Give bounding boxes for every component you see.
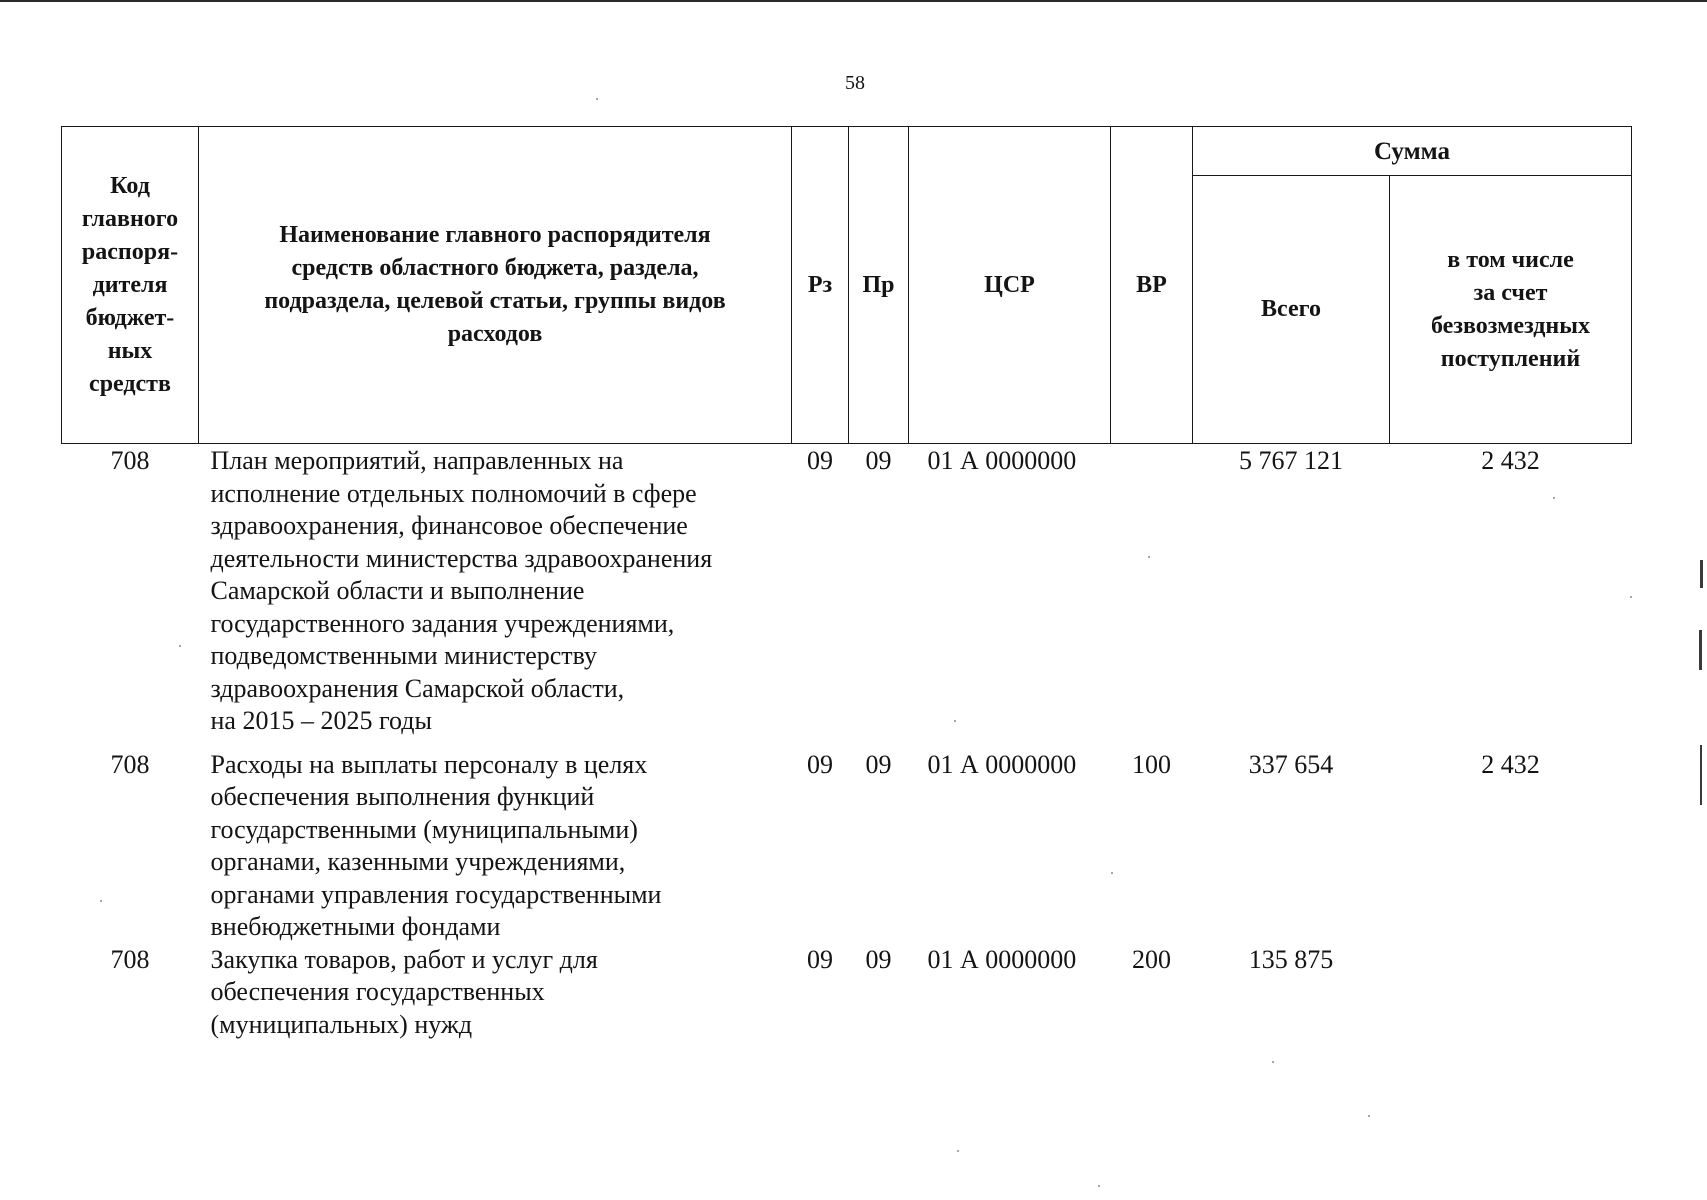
name-line: Закупка товаров, работ и услуг для — [210, 944, 598, 974]
name-line: органами, казенными учреждениями, — [210, 847, 626, 876]
budget-table — [61, 126, 1632, 1041]
table-body — [62, 444, 1632, 1042]
cell-total: 135 875 — [1248, 944, 1334, 974]
cell-rz: 09 — [807, 446, 833, 475]
cell-rz: 09 — [807, 749, 833, 779]
scan-edge-mark — [1700, 745, 1702, 805]
cell-vr: 100 — [1132, 749, 1171, 779]
table-row — [62, 749, 1632, 944]
name-line: здравоохранения Самарской области, — [210, 673, 625, 703]
header-rz: Рз — [792, 127, 849, 444]
header-free-line: безвозмездных — [1431, 312, 1590, 339]
header-code-line: главного — [81, 205, 179, 232]
cell-code: 708 — [110, 749, 150, 779]
header-name-line: средств областного бюджета, раздела, — [291, 255, 699, 281]
header-code-line: ных — [107, 337, 153, 364]
cell-total: 5 767 121 — [1239, 446, 1343, 475]
scan-speck — [596, 98, 598, 100]
page-number: 58 — [845, 72, 865, 94]
cell-name — [199, 749, 792, 944]
table-row — [62, 444, 1632, 749]
header-name-line: расходов — [447, 321, 543, 347]
name-line: государственного задания учреждениями, — [210, 608, 675, 638]
name-line: деятельности министерства здравоохранения — [210, 543, 713, 573]
name-line: государственными (муниципальными) — [210, 814, 638, 844]
cell-vr: 200 — [1132, 944, 1171, 974]
header-code-line: дителя — [92, 271, 168, 298]
header-free-line: в том числе — [1447, 246, 1574, 273]
name-line: План мероприятий, направленных на — [210, 446, 624, 475]
header-name-line: подраздела, целевой статьи, группы видов — [264, 288, 726, 314]
scan-speck — [957, 1150, 959, 1152]
cell-pr: 09 — [865, 446, 892, 475]
name-line: Расходы на выплаты персоналу в целях — [210, 749, 648, 779]
scan-top-edge — [0, 0, 1707, 2]
name-line: органами управления государственными — [210, 879, 662, 909]
name-line: внебюджетными фондами — [210, 912, 501, 941]
header-total: Всего — [1193, 176, 1390, 444]
scan-speck — [1148, 556, 1150, 558]
cell-csr: 01 А 0000000 — [927, 944, 1077, 974]
cell-rz: 09 — [807, 944, 833, 974]
header-code-line: распоря- — [81, 238, 179, 265]
scan-edge-mark — [1700, 560, 1703, 588]
scan-speck — [179, 645, 181, 647]
header-summa: Сумма — [1193, 127, 1632, 176]
scan-speck — [954, 720, 956, 722]
cell-free: 2 432 — [1481, 749, 1540, 779]
header-code-line: Код — [110, 172, 150, 199]
header-code — [62, 127, 199, 444]
table-header — [62, 127, 1632, 444]
cell-free — [1390, 944, 1632, 1042]
header-free-line: поступлений — [1440, 345, 1581, 372]
header-name-line: Наименование главного распорядителя — [279, 222, 711, 248]
cell-total: 337 654 — [1248, 749, 1334, 779]
header-vr: ВР — [1111, 127, 1193, 444]
scan-speck — [1368, 1115, 1370, 1117]
scan-edge-mark — [1699, 630, 1702, 670]
name-line: обеспечения выполнения функций — [210, 782, 595, 811]
name-line: исполнение отдельных полномочий в сфере — [210, 478, 697, 508]
header-free-line: за счет — [1473, 279, 1548, 306]
cell-pr: 09 — [865, 749, 892, 779]
cell-free: 2 432 — [1481, 446, 1540, 475]
header-code-line: бюджет- — [85, 304, 175, 331]
name-line: обеспечения государственных — [210, 977, 545, 1006]
cell-code: 708 — [110, 944, 150, 974]
scan-speck — [1630, 596, 1632, 598]
scan-speck — [1098, 1185, 1100, 1187]
header-pr: Пр — [849, 127, 909, 444]
table-row — [62, 944, 1632, 1042]
scan-speck — [1272, 1061, 1274, 1063]
name-line: Самарской области и выполнение — [210, 576, 585, 605]
name-line: на 2015 – 2025 годы — [210, 706, 432, 735]
cell-pr: 09 — [865, 944, 892, 974]
cell-csr: 01 А 0000000 — [927, 749, 1077, 779]
cell-name — [199, 444, 792, 749]
header-code-line: средств — [89, 370, 171, 397]
name-line: здравоохранения, финансовое обеспечение — [210, 511, 688, 540]
cell-name — [199, 944, 792, 1042]
cell-vr — [1111, 444, 1193, 749]
name-line: (муниципальных) нужд — [210, 1009, 473, 1039]
scan-speck — [1553, 497, 1555, 499]
scan-speck — [1111, 872, 1113, 874]
cell-csr: 01 А 0000000 — [927, 446, 1077, 475]
name-line: подведомственными министерству — [210, 641, 598, 670]
header-csr: ЦСР — [909, 127, 1111, 444]
cell-code: 708 — [110, 446, 150, 475]
header-name — [199, 127, 792, 444]
scan-speck — [100, 900, 102, 902]
header-free — [1390, 176, 1632, 444]
